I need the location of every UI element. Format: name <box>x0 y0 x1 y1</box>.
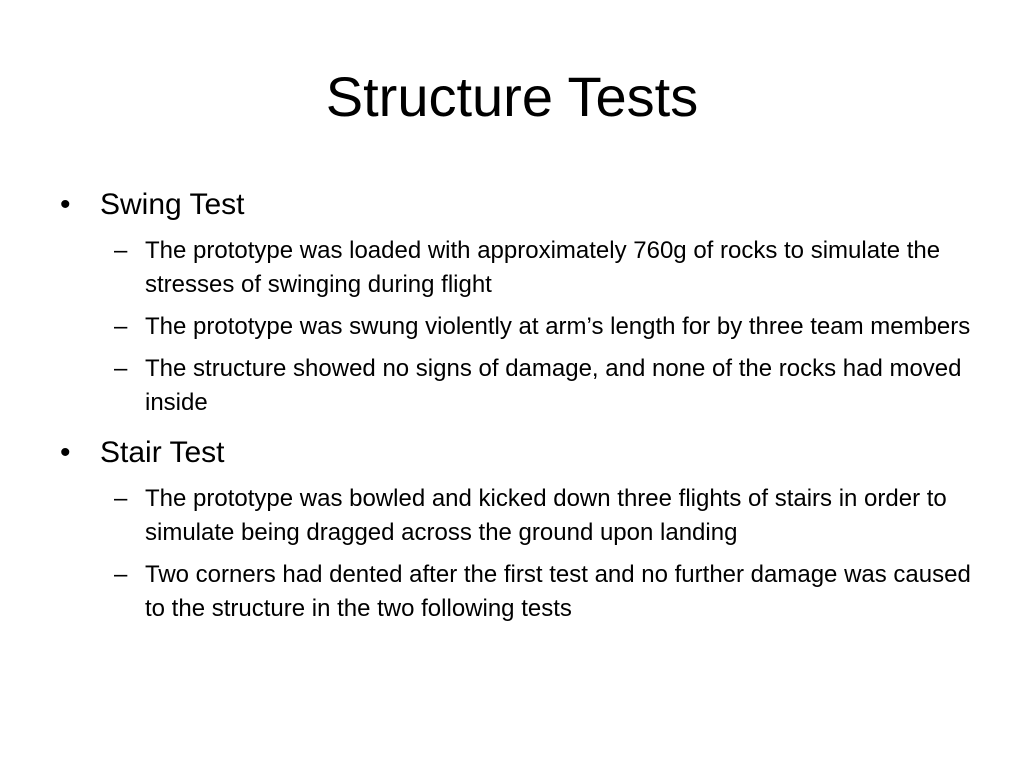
bullet-icon: • <box>60 436 71 469</box>
sub-bullet-text: Two corners had dented after the first test and no further damage was caused to the structure in the two following tests <box>145 561 971 622</box>
sub-bullet-item <box>56 558 976 626</box>
sub-bullet-item <box>56 482 976 550</box>
bullet-heading-stair-test: Stair Test <box>100 436 225 469</box>
sub-bullet-item <box>56 352 976 420</box>
slide-body <box>56 186 976 640</box>
dash-icon: – <box>114 237 128 264</box>
bullet-item <box>56 186 976 224</box>
sub-bullet-text: The prototype was swung violently at arm’s length for by three team members <box>145 313 971 340</box>
dash-icon: – <box>114 313 128 340</box>
sub-bullet-list <box>56 234 976 420</box>
dash-icon: – <box>114 355 128 382</box>
sub-bullet-item <box>56 234 976 302</box>
bullet-heading-swing-test: Swing Test <box>100 188 245 221</box>
bullet-icon: • <box>60 188 71 221</box>
sub-bullet-text: The prototype was bowled and kicked down three flights of stairs in order to simulate being dragged across the ground upon landing <box>145 485 947 546</box>
sub-bullet-item <box>56 310 976 344</box>
sub-bullet-text: The prototype was loaded with approximately 760g of rocks to simulate the stresses of swinging during flight <box>145 237 941 298</box>
sub-bullet-text: The structure showed no signs of damage, and none of the rocks had moved inside <box>145 355 962 416</box>
slide-title: Structure Tests <box>325 65 699 128</box>
dash-icon: – <box>114 561 128 588</box>
dash-icon: – <box>114 485 128 512</box>
bullet-item <box>56 434 976 472</box>
sub-bullet-list <box>56 482 976 626</box>
